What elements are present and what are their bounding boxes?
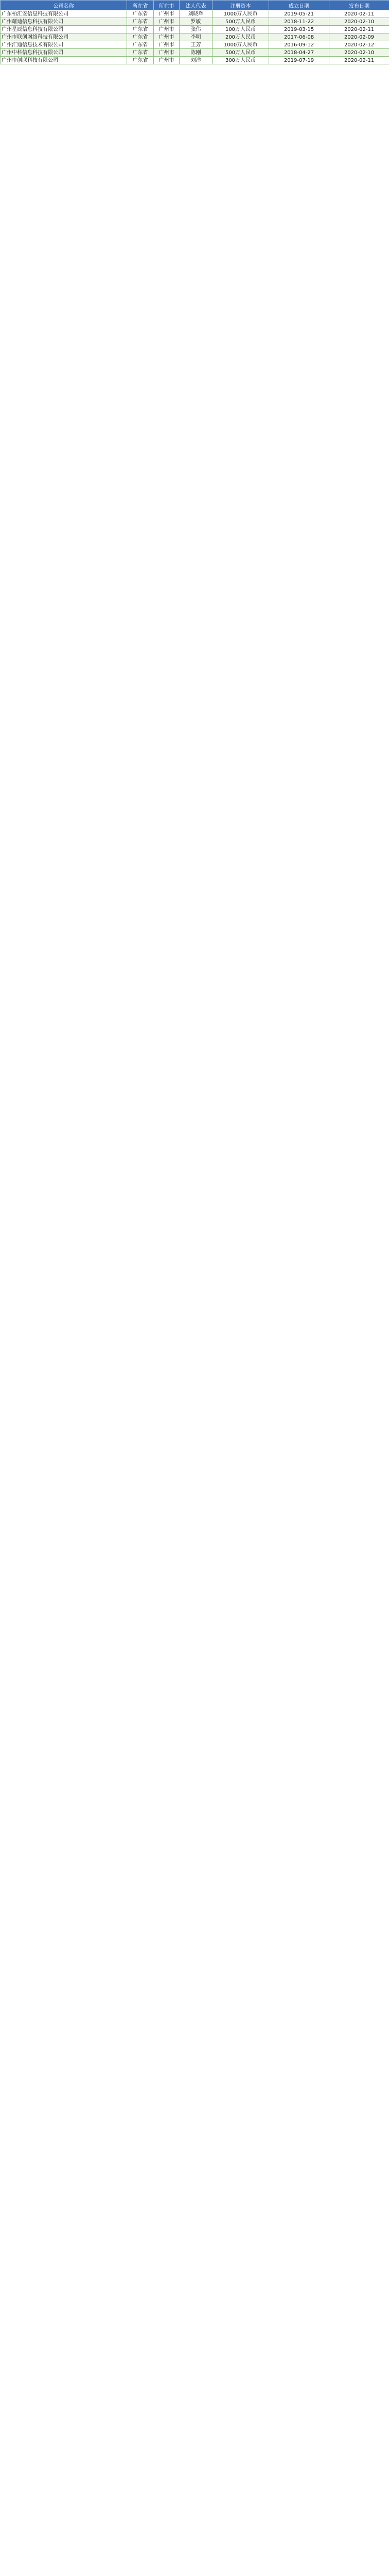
- company-name-cell: 广州耀迪信息科技有限公司: [1, 18, 127, 26]
- province-cell: 广东省: [127, 49, 154, 57]
- published-date-cell: 2020-02-11: [329, 26, 389, 33]
- company-name-cell: 广东柏汇安信息科技有限公司: [1, 10, 127, 18]
- legal-rep-cell: 刘洋: [180, 57, 213, 64]
- province-cell: 广东省: [127, 57, 154, 64]
- legal-rep-cell: 陈刚: [180, 49, 213, 57]
- header-row: [1, 1, 389, 10]
- company-name-cell: 广州中科信息科技有限公司: [1, 49, 127, 57]
- province-cell: 广东省: [127, 33, 154, 41]
- company-name-cell: 广州市创联科技有限公司: [1, 57, 127, 64]
- header-legal-rep: 法人代表: [180, 1, 213, 10]
- capital-cell: 1000万人民币: [213, 10, 269, 18]
- legal-rep-cell: 李明: [180, 33, 213, 41]
- legal-rep-cell: 刘晓辉: [180, 10, 213, 18]
- founded-date-cell: 2018-04-27: [269, 49, 329, 57]
- header-capital: 注册资本: [213, 1, 269, 10]
- founded-date-cell: 2016-09-12: [269, 41, 329, 49]
- city-cell: 广州市: [154, 10, 180, 18]
- capital-cell: 500万人民币: [213, 49, 269, 57]
- company-name-cell: 广州汇通信息技术有限公司: [1, 41, 127, 49]
- company-name-cell: 广州市联创网络科技有限公司: [1, 33, 127, 41]
- founded-date-cell: 2019-07-19: [269, 57, 329, 64]
- header-published: 发布日期: [329, 1, 389, 10]
- header-province: 所在省: [127, 1, 154, 10]
- header-company-name: 公司名称: [1, 1, 127, 10]
- table-row: [1, 10, 389, 18]
- header-founded: 成立日期: [269, 1, 329, 10]
- capital-cell: 500万人民币: [213, 18, 269, 26]
- table-row: [1, 57, 389, 64]
- city-cell: 广州市: [154, 41, 180, 49]
- capital-cell: 200万人民币: [213, 33, 269, 41]
- founded-date-cell: 2017-06-08: [269, 33, 329, 41]
- city-cell: 广州市: [154, 33, 180, 41]
- table-row: [1, 33, 389, 41]
- founded-date-cell: 2019-03-15: [269, 26, 329, 33]
- city-cell: 广州市: [154, 26, 180, 33]
- capital-cell: 100万人民币: [213, 26, 269, 33]
- header-city: 所在市: [154, 1, 180, 10]
- capital-cell: 1000万人民币: [213, 41, 269, 49]
- city-cell: 广州市: [154, 49, 180, 57]
- province-cell: 广东省: [127, 10, 154, 18]
- published-date-cell: 2020-02-12: [329, 41, 389, 49]
- table-row: [1, 18, 389, 26]
- founded-date-cell: 2019-05-21: [269, 10, 329, 18]
- city-cell: 广州市: [154, 57, 180, 64]
- founded-date-cell: 2018-11-22: [269, 18, 329, 26]
- published-date-cell: 2020-02-11: [329, 10, 389, 18]
- legal-rep-cell: 张伟: [180, 26, 213, 33]
- published-date-cell: 2020-02-10: [329, 49, 389, 57]
- province-cell: 广东省: [127, 41, 154, 49]
- table-row: [1, 49, 389, 57]
- table-row: [1, 26, 389, 33]
- province-cell: 广东省: [127, 18, 154, 26]
- company-name-cell: 广州星辰信息科技有限公司: [1, 26, 127, 33]
- capital-cell: 300万人民币: [213, 57, 269, 64]
- province-cell: 广东省: [127, 26, 154, 33]
- company-table: [0, 0, 389, 64]
- city-cell: 广州市: [154, 18, 180, 26]
- legal-rep-cell: 王芳: [180, 41, 213, 49]
- table-row: [1, 41, 389, 49]
- legal-rep-cell: 罗敏: [180, 18, 213, 26]
- published-date-cell: 2020-02-11: [329, 57, 389, 64]
- published-date-cell: 2020-02-10: [329, 18, 389, 26]
- published-date-cell: 2020-02-09: [329, 33, 389, 41]
